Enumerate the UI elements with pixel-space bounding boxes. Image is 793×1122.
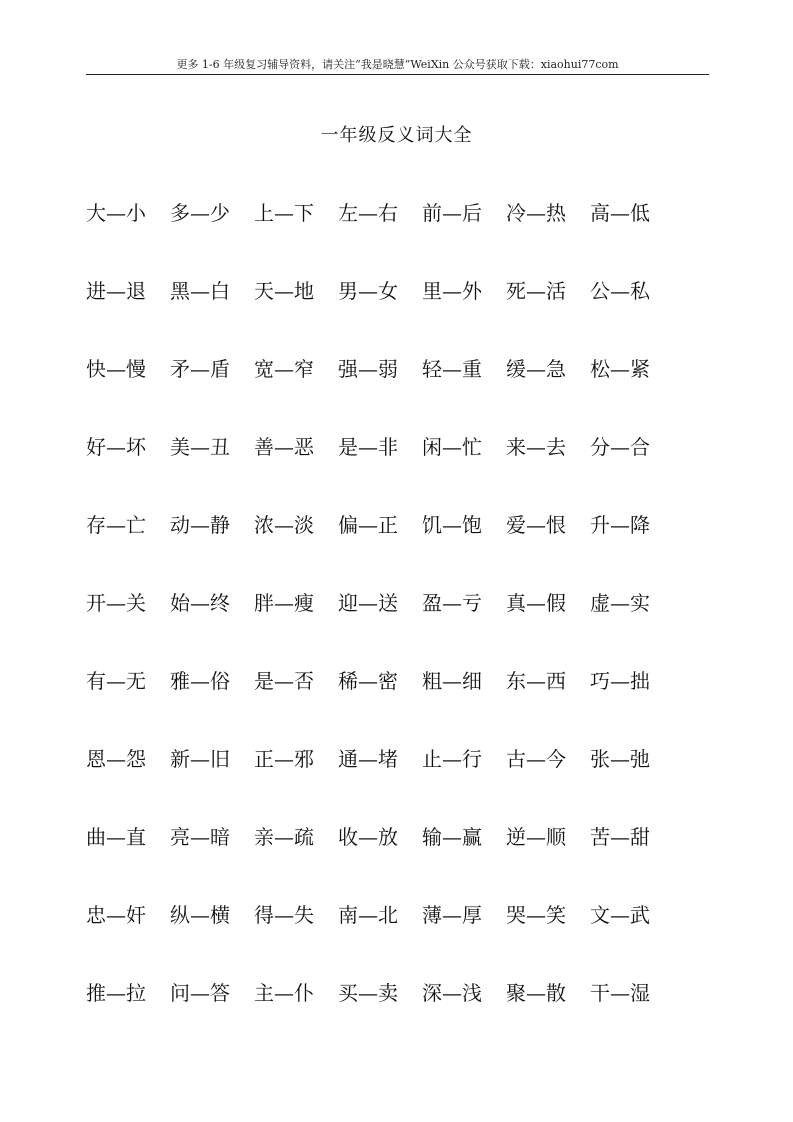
antonym-pair: 动—静 xyxy=(170,513,230,537)
antonym-pair: 多—少 xyxy=(170,201,230,225)
antonym-pair: 偏—正 xyxy=(338,513,398,537)
antonym-row xyxy=(86,742,706,820)
antonym-pair: 文—武 xyxy=(590,903,650,927)
antonym-pair: 胖—瘦 xyxy=(254,591,314,615)
antonym-pair: 问—答 xyxy=(170,981,230,1005)
antonym-pair: 强—弱 xyxy=(338,357,398,381)
antonym-row xyxy=(86,508,706,586)
antonym-pair: 亲—疏 xyxy=(254,825,314,849)
antonym-row xyxy=(86,898,706,976)
antonym-pair: 始—终 xyxy=(170,591,230,615)
antonym-pair: 正—邪 xyxy=(254,747,314,771)
antonym-pair: 大—小 xyxy=(86,201,146,225)
antonym-pair: 真—假 xyxy=(506,591,566,615)
antonym-pair: 是—非 xyxy=(338,435,398,459)
antonym-pair: 粗—细 xyxy=(422,669,482,693)
antonym-pair: 来—去 xyxy=(506,435,566,459)
antonym-pair: 虚—实 xyxy=(590,591,650,615)
antonym-pair: 南—北 xyxy=(338,903,398,927)
antonym-pair: 逆—顺 xyxy=(506,825,566,849)
antonym-pair: 左—右 xyxy=(338,201,398,225)
antonym-row xyxy=(86,196,706,274)
antonym-pair: 进—退 xyxy=(86,279,146,303)
antonym-row xyxy=(86,274,706,352)
antonym-pair: 有—无 xyxy=(86,669,146,693)
antonym-pair: 好—坏 xyxy=(86,435,146,459)
antonym-pair: 升—降 xyxy=(590,513,650,537)
antonym-pair: 死—活 xyxy=(506,279,566,303)
antonym-row xyxy=(86,352,706,430)
antonym-pair: 薄—厚 xyxy=(422,903,482,927)
antonym-pair: 浓—淡 xyxy=(254,513,314,537)
antonym-pair: 前—后 xyxy=(422,201,482,225)
antonym-pair: 盈—亏 xyxy=(422,591,482,615)
antonym-pair: 美—丑 xyxy=(170,435,230,459)
antonym-pair: 开—关 xyxy=(86,591,146,615)
antonym-pair: 止—行 xyxy=(422,747,482,771)
antonym-pair: 恩—怨 xyxy=(86,747,146,771)
antonym-pair: 上—下 xyxy=(254,201,314,225)
antonym-pair: 快—慢 xyxy=(86,357,146,381)
antonym-pair: 是—否 xyxy=(254,669,314,693)
antonym-pair: 纵—横 xyxy=(170,903,230,927)
antonym-pair: 公—私 xyxy=(590,279,650,303)
antonym-pair: 张—弛 xyxy=(590,747,650,771)
antonym-pair: 推—拉 xyxy=(86,981,146,1005)
antonym-pair: 松—紧 xyxy=(590,357,650,381)
antonym-pair: 迎—送 xyxy=(338,591,398,615)
antonym-pair: 古—今 xyxy=(506,747,566,771)
antonym-row xyxy=(86,430,706,508)
antonym-pair: 聚—散 xyxy=(506,981,566,1005)
antonym-pair: 主—仆 xyxy=(254,981,314,1005)
antonym-pair: 轻—重 xyxy=(422,357,482,381)
antonym-pair: 分—合 xyxy=(590,435,650,459)
antonym-grid xyxy=(86,196,706,1054)
antonym-pair: 存—亡 xyxy=(86,513,146,537)
antonym-pair: 稀—密 xyxy=(338,669,398,693)
antonym-pair: 苦—甜 xyxy=(590,825,650,849)
antonym-pair: 雅—俗 xyxy=(170,669,230,693)
antonym-pair: 饥—饱 xyxy=(422,513,482,537)
antonym-pair: 善—恶 xyxy=(254,435,314,459)
page-header: 更多 1-6 年级复习辅导资料，请关注“我是晓慧”WeiXin 公众号获取下载：xiaohui77com xyxy=(86,56,709,75)
antonym-pair: 哭—笑 xyxy=(506,903,566,927)
antonym-pair: 深—浅 xyxy=(422,981,482,1005)
antonym-pair: 收—放 xyxy=(338,825,398,849)
antonym-row xyxy=(86,586,706,664)
antonym-pair: 里—外 xyxy=(422,279,482,303)
antonym-pair: 爱—恨 xyxy=(506,513,566,537)
antonym-pair: 宽—窄 xyxy=(254,357,314,381)
antonym-pair: 缓—急 xyxy=(506,357,566,381)
antonym-pair: 忠—奸 xyxy=(86,903,146,927)
antonym-pair: 得—失 xyxy=(254,903,314,927)
antonym-pair: 通—堵 xyxy=(338,747,398,771)
antonym-row xyxy=(86,976,706,1054)
antonym-pair: 冷—热 xyxy=(506,201,566,225)
antonym-pair: 买—卖 xyxy=(338,981,398,1005)
antonym-pair: 东—西 xyxy=(506,669,566,693)
antonym-pair: 新—旧 xyxy=(170,747,230,771)
antonym-pair: 黑—白 xyxy=(170,279,230,303)
antonym-pair: 天—地 xyxy=(254,279,314,303)
antonym-pair: 矛—盾 xyxy=(170,357,230,381)
document-title: 一年级反义词大全 xyxy=(320,125,473,146)
antonym-pair: 男—女 xyxy=(338,279,398,303)
antonym-pair: 巧—拙 xyxy=(590,669,650,693)
antonym-row xyxy=(86,820,706,898)
antonym-pair: 闲—忙 xyxy=(422,435,482,459)
antonym-pair: 输—赢 xyxy=(422,825,482,849)
antonym-pair: 高—低 xyxy=(590,201,650,225)
antonym-pair: 亮—暗 xyxy=(170,825,230,849)
antonym-row xyxy=(86,664,706,742)
antonym-pair: 曲—直 xyxy=(86,825,146,849)
antonym-pair: 干—湿 xyxy=(590,981,650,1005)
